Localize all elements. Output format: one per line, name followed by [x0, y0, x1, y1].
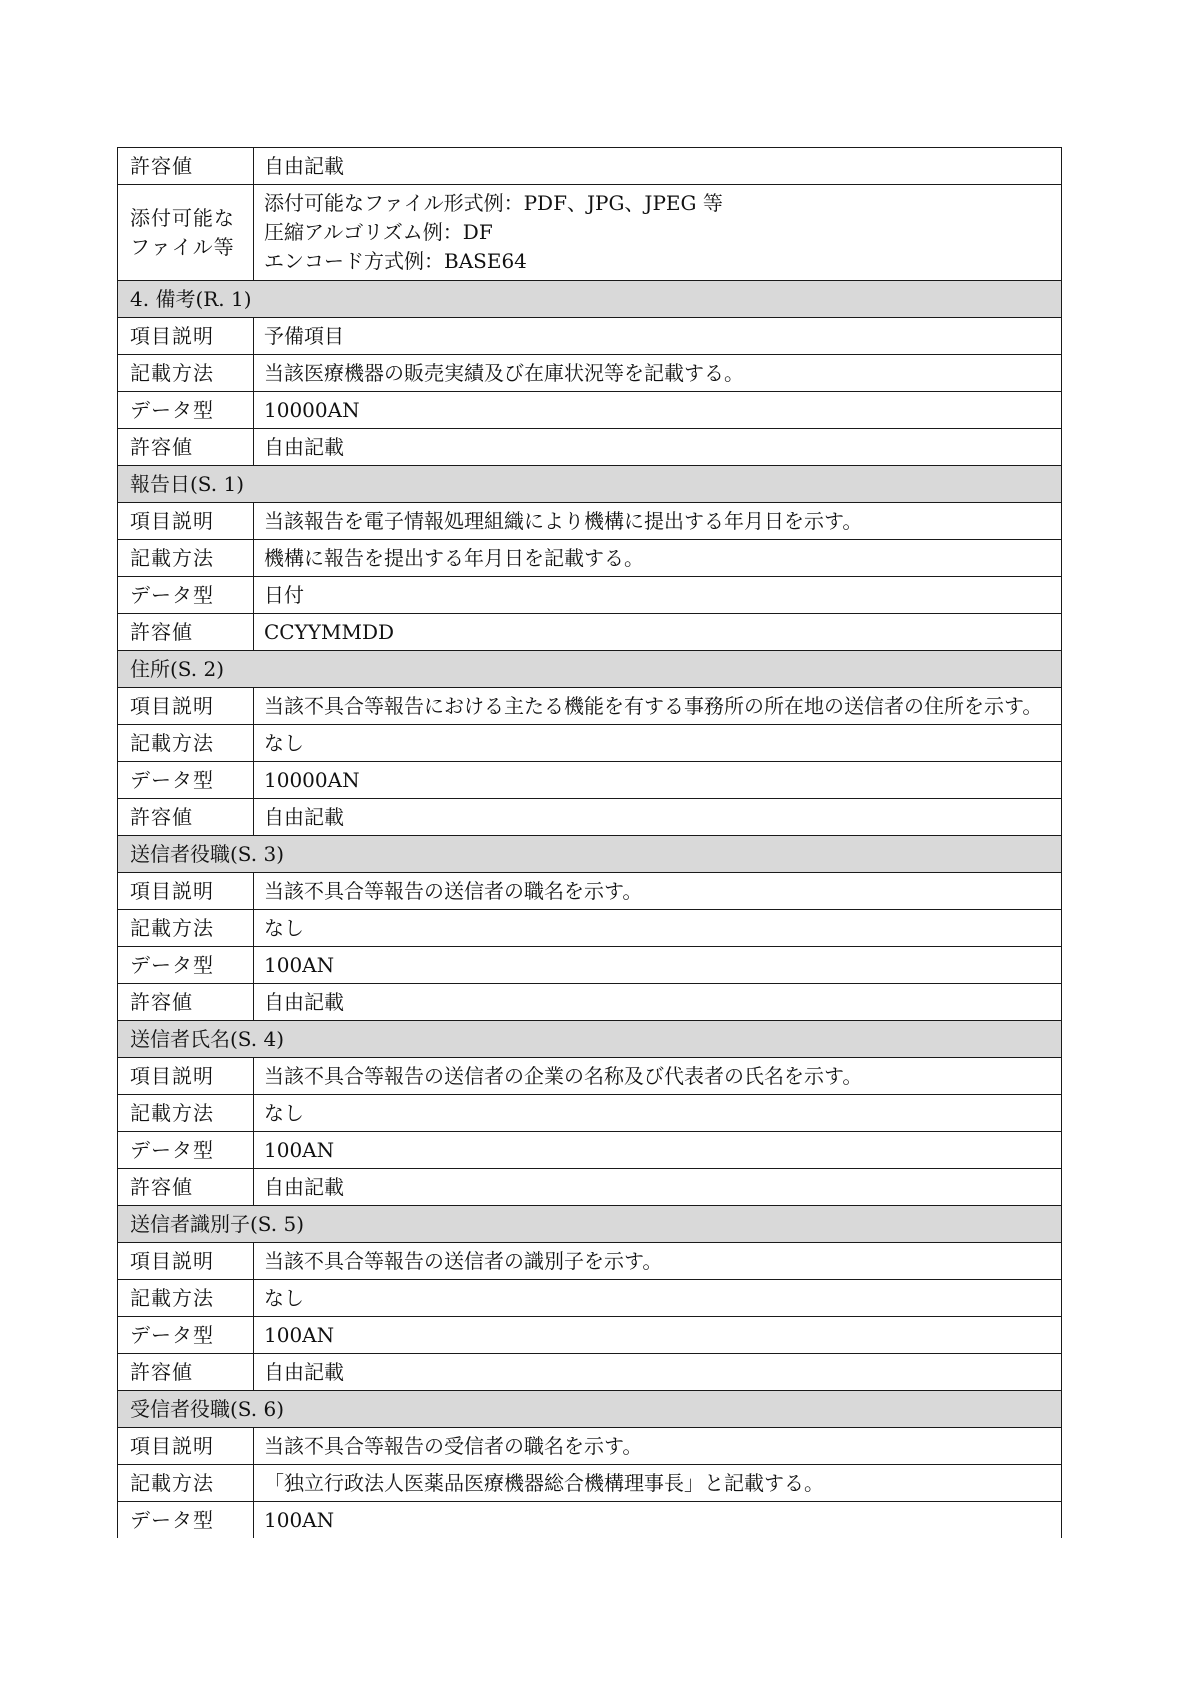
field-label: データ型: [118, 762, 254, 799]
section-header-row: [118, 281, 1062, 318]
field-label: 記載方法: [118, 540, 254, 577]
field-value-line: 「独立行政法人医薬品医療機器総合機構理事長」と記載する。: [264, 1470, 824, 1495]
field-label: データ型: [118, 1132, 254, 1169]
field-value-line: 100AN: [264, 1507, 335, 1532]
field-value: [254, 1132, 1062, 1169]
field-label: 項目説明: [118, 318, 254, 355]
field-value-line: 自由記載: [264, 804, 344, 829]
specification-table: [117, 147, 1062, 1538]
section-title: 4. 備考(R. 1): [118, 281, 1062, 318]
field-row: [118, 185, 1062, 281]
field-label: データ型: [118, 947, 254, 984]
field-label: 許容値: [118, 614, 254, 651]
field-value: [254, 762, 1062, 799]
field-row: [118, 799, 1062, 836]
field-value: [254, 540, 1062, 577]
section-header-row: [118, 836, 1062, 873]
field-value-line: なし: [264, 915, 304, 940]
field-row: [118, 762, 1062, 799]
field-value: [254, 1243, 1062, 1280]
field-row: [118, 688, 1062, 725]
field-label: 記載方法: [118, 725, 254, 762]
field-value: [254, 614, 1062, 651]
field-value-line: 当該不具合等報告の送信者の職名を示す。: [264, 878, 643, 903]
field-label: 項目説明: [118, 873, 254, 910]
field-label: 項目説明: [118, 503, 254, 540]
field-label: 項目説明: [118, 688, 254, 725]
field-row: [118, 429, 1062, 466]
field-row: [118, 873, 1062, 910]
field-value-line: 100AN: [264, 952, 335, 977]
field-value: [254, 392, 1062, 429]
section-title: 受信者役職(S. 6): [118, 1391, 1062, 1428]
section-title: 住所(S. 2): [118, 651, 1062, 688]
field-label: データ型: [118, 1502, 254, 1539]
field-label: データ型: [118, 577, 254, 614]
field-value-line: 日付: [264, 582, 304, 607]
field-row: [118, 1058, 1062, 1095]
field-label: データ型: [118, 1317, 254, 1354]
field-label: [118, 185, 254, 281]
field-label: 許容値: [118, 799, 254, 836]
field-value: [254, 429, 1062, 466]
field-value-line: 10000AN: [264, 397, 360, 422]
field-row: [118, 1243, 1062, 1280]
field-label: 記載方法: [118, 1280, 254, 1317]
field-value: [254, 1095, 1062, 1132]
field-value-line: なし: [264, 1100, 304, 1125]
field-row: [118, 1169, 1062, 1206]
field-value-line: 添付可能なファイル形式例：PDF、JPG、JPEG 等: [264, 191, 723, 215]
field-value-line: 予備項目: [264, 323, 344, 348]
field-label: 許容値: [118, 984, 254, 1021]
field-value: [254, 1465, 1062, 1502]
section-title: 送信者氏名(S. 4): [118, 1021, 1062, 1058]
field-row: [118, 614, 1062, 651]
field-value: [254, 1280, 1062, 1317]
field-value: [254, 1428, 1062, 1465]
field-value: [254, 1058, 1062, 1095]
field-value: [254, 688, 1062, 725]
field-row: [118, 910, 1062, 947]
field-label: 記載方法: [118, 910, 254, 947]
field-row: [118, 1317, 1062, 1354]
field-value-line: 自由記載: [264, 153, 344, 178]
field-value: [254, 1317, 1062, 1354]
field-value-line: なし: [264, 1285, 304, 1310]
field-value: [254, 1354, 1062, 1391]
section-title: 報告日(S. 1): [118, 466, 1062, 503]
field-label: 項目説明: [118, 1058, 254, 1095]
field-label: 記載方法: [118, 1095, 254, 1132]
field-value-line: 100AN: [264, 1322, 335, 1347]
field-row: [118, 1354, 1062, 1391]
section-header-row: [118, 1391, 1062, 1428]
field-value-line: 当該不具合等報告の送信者の企業の名称及び代表者の氏名を示す。: [264, 1063, 863, 1088]
field-value: [254, 503, 1062, 540]
field-value: [254, 947, 1062, 984]
field-value-line: 自由記載: [264, 434, 344, 459]
field-value: [254, 1169, 1062, 1206]
field-value: [254, 873, 1062, 910]
field-value-line: 当該不具合等報告における主たる機能を有する事務所の所在地の送信者の住所を示す。: [264, 693, 1043, 718]
field-label: 許容値: [118, 148, 254, 185]
field-row: [118, 577, 1062, 614]
field-label: 許容値: [118, 1354, 254, 1391]
field-label-line: ファイル等: [130, 234, 235, 259]
field-row: [118, 725, 1062, 762]
field-value: [254, 984, 1062, 1021]
field-row: [118, 318, 1062, 355]
field-value-line: CCYYMMDD: [264, 619, 395, 644]
field-row: [118, 1502, 1062, 1539]
field-row: [118, 1095, 1062, 1132]
section-header-row: [118, 1021, 1062, 1058]
field-row: [118, 1280, 1062, 1317]
field-value: [254, 910, 1062, 947]
field-row: [118, 1132, 1062, 1169]
section-title: 送信者役職(S. 3): [118, 836, 1062, 873]
field-value: [254, 318, 1062, 355]
field-value-line: 自由記載: [264, 989, 344, 1014]
field-label: 項目説明: [118, 1428, 254, 1465]
field-value: [254, 577, 1062, 614]
field-value-line: 当該不具合等報告の送信者の識別子を示す。: [264, 1248, 663, 1273]
section-header-row: [118, 466, 1062, 503]
field-value: [254, 799, 1062, 836]
field-row: [118, 947, 1062, 984]
field-row: [118, 392, 1062, 429]
section-title: 送信者識別子(S. 5): [118, 1206, 1062, 1243]
field-label: 許容値: [118, 1169, 254, 1206]
field-value: [254, 185, 1062, 281]
field-label: データ型: [118, 392, 254, 429]
field-label-line: 添付可能な: [130, 205, 235, 230]
field-value-line: 100AN: [264, 1137, 335, 1162]
field-value-line: 自由記載: [264, 1359, 344, 1384]
field-value-line: 当該報告を電子情報処理組織により機構に提出する年月日を示す。: [264, 508, 863, 533]
field-value-line: なし: [264, 730, 304, 755]
specification-table-body: [118, 148, 1062, 1539]
section-header-row: [118, 651, 1062, 688]
field-value: [254, 355, 1062, 392]
field-row: [118, 1428, 1062, 1465]
field-label: 記載方法: [118, 355, 254, 392]
field-row: [118, 984, 1062, 1021]
field-value-line: 当該不具合等報告の受信者の職名を示す。: [264, 1433, 643, 1458]
field-value-line: 10000AN: [264, 767, 360, 792]
field-value-line: エンコード方式例：BASE64: [264, 249, 527, 273]
field-row: [118, 148, 1062, 185]
field-value-line: 圧縮アルゴリズム例：DF: [264, 220, 493, 244]
field-value-line: 機構に報告を提出する年月日を記載する。: [264, 545, 644, 570]
field-row: [118, 503, 1062, 540]
field-label: 項目説明: [118, 1243, 254, 1280]
field-row: [118, 1465, 1062, 1502]
section-header-row: [118, 1206, 1062, 1243]
field-label: 記載方法: [118, 1465, 254, 1502]
field-value: [254, 148, 1062, 185]
field-value: [254, 1502, 1062, 1539]
field-row: [118, 540, 1062, 577]
field-row: [118, 355, 1062, 392]
field-value: [254, 725, 1062, 762]
field-value-line: 当該医療機器の販売実績及び在庫状況等を記載する。: [264, 360, 744, 385]
field-value-line: 自由記載: [264, 1174, 344, 1199]
field-label: 許容値: [118, 429, 254, 466]
